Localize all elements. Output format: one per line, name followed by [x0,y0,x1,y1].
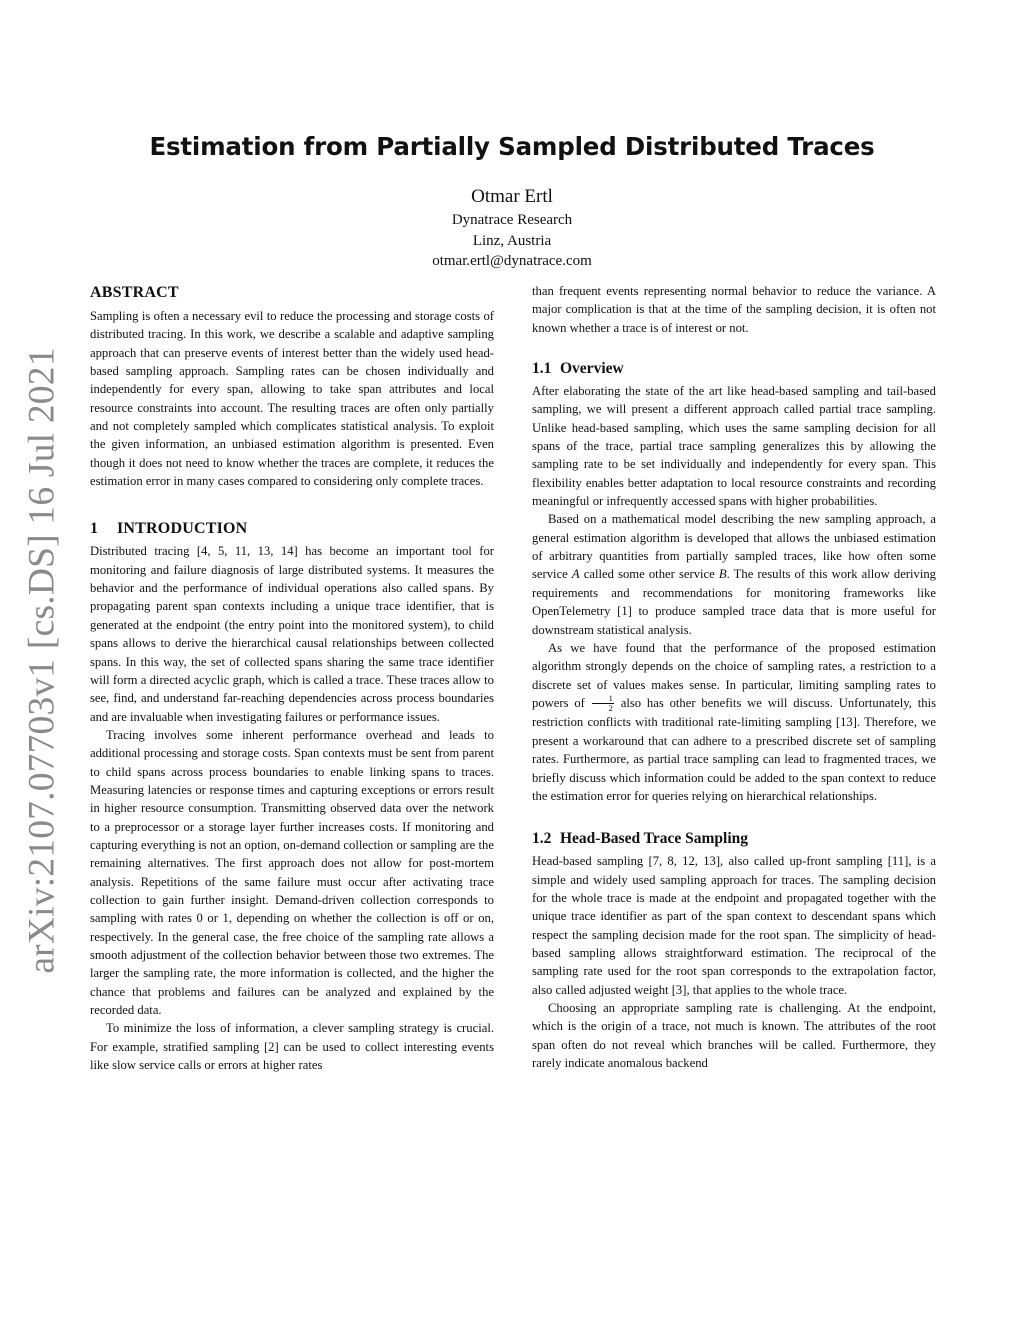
paper-title: Estimation from Partially Sampled Distributed Traces [149,132,875,161]
arxiv-identifier-text: arXiv:2107.07703v1 [cs.DS] 16 Jul 2021 [21,346,63,974]
one-half-fraction: $\frac{1}{2}$ [592,694,614,713]
subsection-title: Head-Based Trace Sampling [560,830,749,848]
overview-paragraph-2: Based on a mathematical model describing the new sampling approach, a general estimation algorithm is developed that allows the unbiased estimation of arbitrary quantities from partially sampled traces, like how often some service A called some other service B. The results of this work allow deriving requirements and recommendations for monitoring frameworks like OpenTelemetry [1] to produce sampled trace data that is more useful for downstream statistical analysis. [532,512,936,637]
section-title: INTRODUCTION [117,520,248,538]
section-number: 1 [90,520,99,538]
abstract-heading: ABSTRACT [90,284,179,301]
right-column [532,282,936,1072]
section-heading-introduction [90,518,494,540]
head-based-paragraph-1: Head-based sampling [7, 8, 12, 13], also called up-front sampling [11], is a simple and widely used sampling approach for traces. The sampling decision for the whole trace is made at the endpoint and propagated together with the unique trace identifier as part of the span context to descendant spans which respect the sampling decision made for the root span. The simplicity of head-based sampling allows straightforward estimation. The reciprocal of the sampling rate used for the root span corresponds to the extrapolation factor, also called adjusted weight [3], that applies to the whole trace. [532,854,936,997]
author-affiliation: Dynatrace Research [451,212,573,228]
subsection-heading-overview [532,358,936,380]
service-b-symbol: B [718,567,727,582]
service-a-symbol: A [571,567,580,582]
intro-paragraph-3-continued: than frequent events representing normal behavior to reduce the variance. A major complication is that at the time of the sampling decision, it is often not known whether a trace is of interest or not. [532,284,936,335]
author-name: Otmar Ertl [471,186,553,207]
author-location: Linz, Austria [472,232,552,249]
subsection-number: 1.2 [532,830,552,848]
intro-paragraph-2: Tracing involves some inherent performance overhead and leads to additional processing and storage costs. Span contexts must be sent from parent to child spans across process boundaries to enable linking spans to traces. Measuring latencies or response times and capturing exceptions or errors result in higher resource consumption. Transmitting observed data over the network to a preprocessor or a storage layer further increases costs. If monitoring and capturing everything is not an option, on-demand collection or sampling are the remaining alternatives. The first approach does not allow for post-mortem analysis. Repetitions of the same failure must occur after activating trace collection to gain further insight. Demand-driven collection corresponds to sampling with rates 0 or 1, depending on whether the collection is off or on, respectively. In the general case, the free choice of the sampling rate allows a smooth adjustment of the collection behavior between those two extremes. The larger the sampling rate, the more information is collected, and the higher the chance that problems and failures can be analyzed and explained by the recorded data. [90,727,494,1018]
arxiv-identifier-stamp [14,346,70,974]
subsection-title: Overview [560,360,624,378]
intro-paragraph-3: To minimize the loss of information, a clever sampling strategy is crucial. For example, stratified sampling [2] can be used to collect interesting events like slow service calls or errors at higher rates [90,1021,494,1073]
head-based-paragraph-2: Choosing an appropriate sampling rate is challenging. At the endpoint, which is the origin of a trace, not much is known. The attributes of the root span often do not reveal which branches will be called. Furthermore, they rarely indicate anomalous backend [532,1000,936,1070]
abstract-text: Sampling is often a necessary evil to reduce the processing and storage costs of distributed tracing. In this work, we describe a scalable and adaptive sampling approach that can preserve events of interest better than the widely used head-based sampling approach. Sampling rates can be chosen individually and independently for every span, allowing to take span attributes and local resource constraints into account. The resulting traces are often only partially and not completely sampled which complicates statistical analysis. To exploit the given information, an unbiased estimation algorithm is presented. Even though it does not need to know whether the traces are complete, it reduces the estimation error in many cases compared to considering only complete traces. [90,309,494,489]
overview-paragraph-3: As we have found that the performance of the proposed estimation algorithm strongly depends on the choice of sampling rates, a restriction to a discrete set of values makes sense. In particular, limiting sampling rates to powers of $\frac{1}{2}$ also has other benefits we will discuss. Unfortunately, this restriction conflicts with traditional rate-limiting sampling [13]. Therefore, we present a workaround that can adhere to a prescribed discrete set of sampling rates. Furthermore, as partial trace sampling can lead to fragmented traces, we briefly discuss which information could be added to the span context to reduce the estimation error for queries relying on hierarchical relationships. [532,640,937,803]
subsection-heading-head-based-sampling [532,828,936,850]
left-column [90,282,494,1074]
author-block [0,184,1024,272]
overview-paragraph-1: After elaborating the state of the art like head-based sampling and tail-based sampling, we will present a different approach called partial trace sampling. Unlike head-based sampling, which uses the same sampling decision for all spans of the trace, partial trace sampling generalizes this by allowing the sampling rate to be set individually and independently for every span. This flexibility enables better adaptation to local resource constraints and recording meaningful or infrequently accessed spans with higher probabilities. [532,384,936,509]
intro-paragraph-1: Distributed tracing [4, 5, 11, 13, 14] has become an important tool for monitoring and failure diagnosis of large distributed systems. It measures the behavior and the performance of individual operations also called spans. By propagating parent span contexts including a unique trace identifier, that is generated at the endpoint (the entry point into the monitored system), to child spans allows to derive the hierarchical causal relationships between collected spans. In this way, the set of collected spans sharing the same trace identifier will form a directed acyclic graph, which is called a trace. These traces allow to see, find, and understand far-reaching dependencies across process boundaries and are invaluable when investigating failures or performance issues. [90,544,494,724]
author-email: otmar.ertl@dynatrace.com [432,253,592,269]
subsection-number: 1.1 [532,360,552,378]
